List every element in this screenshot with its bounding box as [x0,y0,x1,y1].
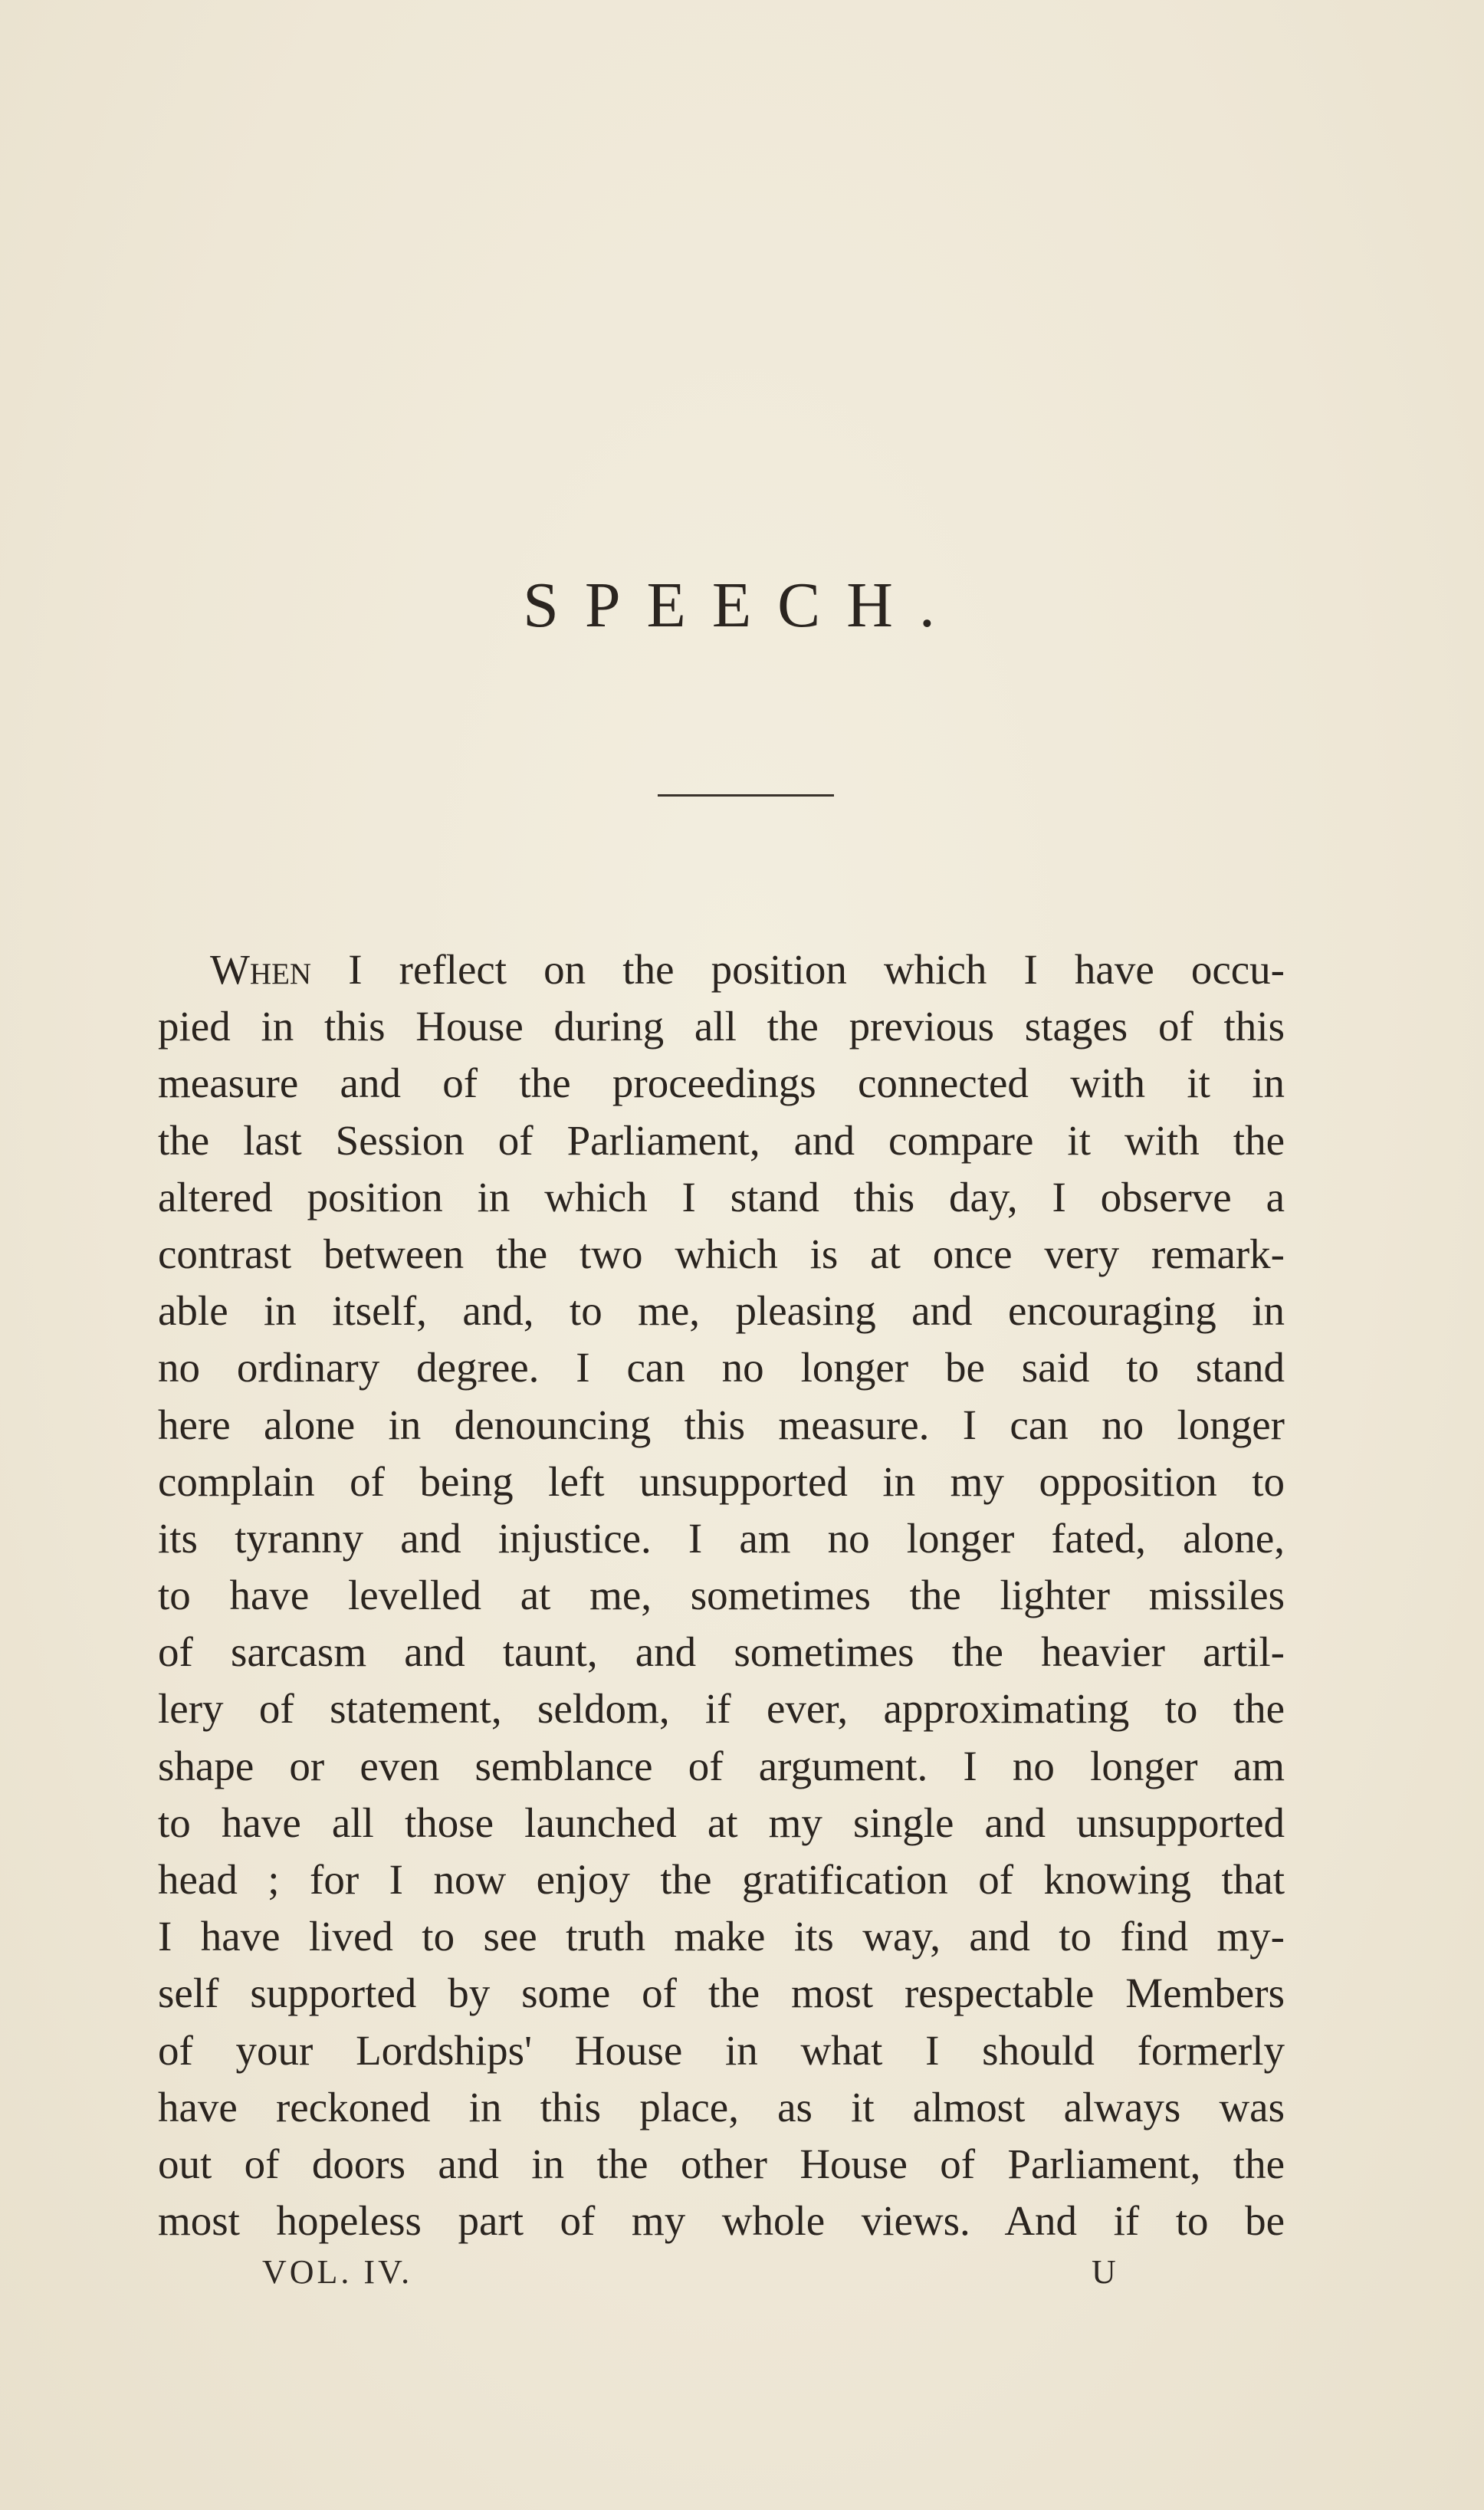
body-line: self supported by some of the most respectable Members [158,1970,1285,2017]
signature-mark: U [1092,2253,1119,2291]
body-line [158,941,1285,998]
body-line: to have all those launched at my single and unsupported [158,1799,1285,1846]
first-line-text: I reflect on the position which I have occu- [311,946,1285,993]
volume-footer: VOL. IV. [262,2253,413,2291]
heading-rule [658,794,834,797]
body-line: measure and of the proceedings connected with it in [158,1060,1285,1107]
body-line: no ordinary degree. I can no longer be said to stand [158,1344,1285,1391]
body-line: out of doors and in the other House of Parliament, the [158,2140,1285,2187]
body-line: of sarcasm and taunt, and sometimes the heavier artil- [158,1628,1285,1676]
body-line: most hopeless part of my whole views. And if to be [158,2197,1285,2245]
body-line: pied in this House during all the previous stages of this [158,1003,1285,1050]
body-line: its tyranny and injustice. I am no longer fated, alone, [158,1514,1285,1562]
body-line: complain of being left unsupported in my opposition to [158,1457,1285,1505]
body-line: here alone in denouncing this measure. I can no longer [158,1401,1285,1448]
body-line: altered position in which I stand this day, I observe a [158,1173,1285,1221]
body-line: contrast between the two which is at once very remark- [158,1230,1285,1277]
lead-word: When [210,946,312,993]
body-line: head ; for I now enjoy the gratification of knowing that [158,1856,1285,1903]
body-line: lery of statement, seldom, if ever, approximating to the [158,1685,1285,1733]
speech-body [158,941,1285,2249]
body-line: the last Session of Parliament, and compare it with the [158,1116,1285,1164]
body-line: able in itself, and, to me, pleasing and encouraging in [158,1287,1285,1335]
body-line: of your Lordships' House in what I should formerly [158,2026,1285,2074]
body-line: shape or even semblance of argument. I no longer am [158,1742,1285,1789]
body-line: to have levelled at me, sometimes the lighter missiles [158,1572,1285,1619]
body-line: have reckoned in this place, as it almost always was [158,2083,1285,2131]
body-line: I have lived to see truth make its way, and to find my- [158,1913,1285,1960]
page-heading: SPEECH. [523,570,961,641]
